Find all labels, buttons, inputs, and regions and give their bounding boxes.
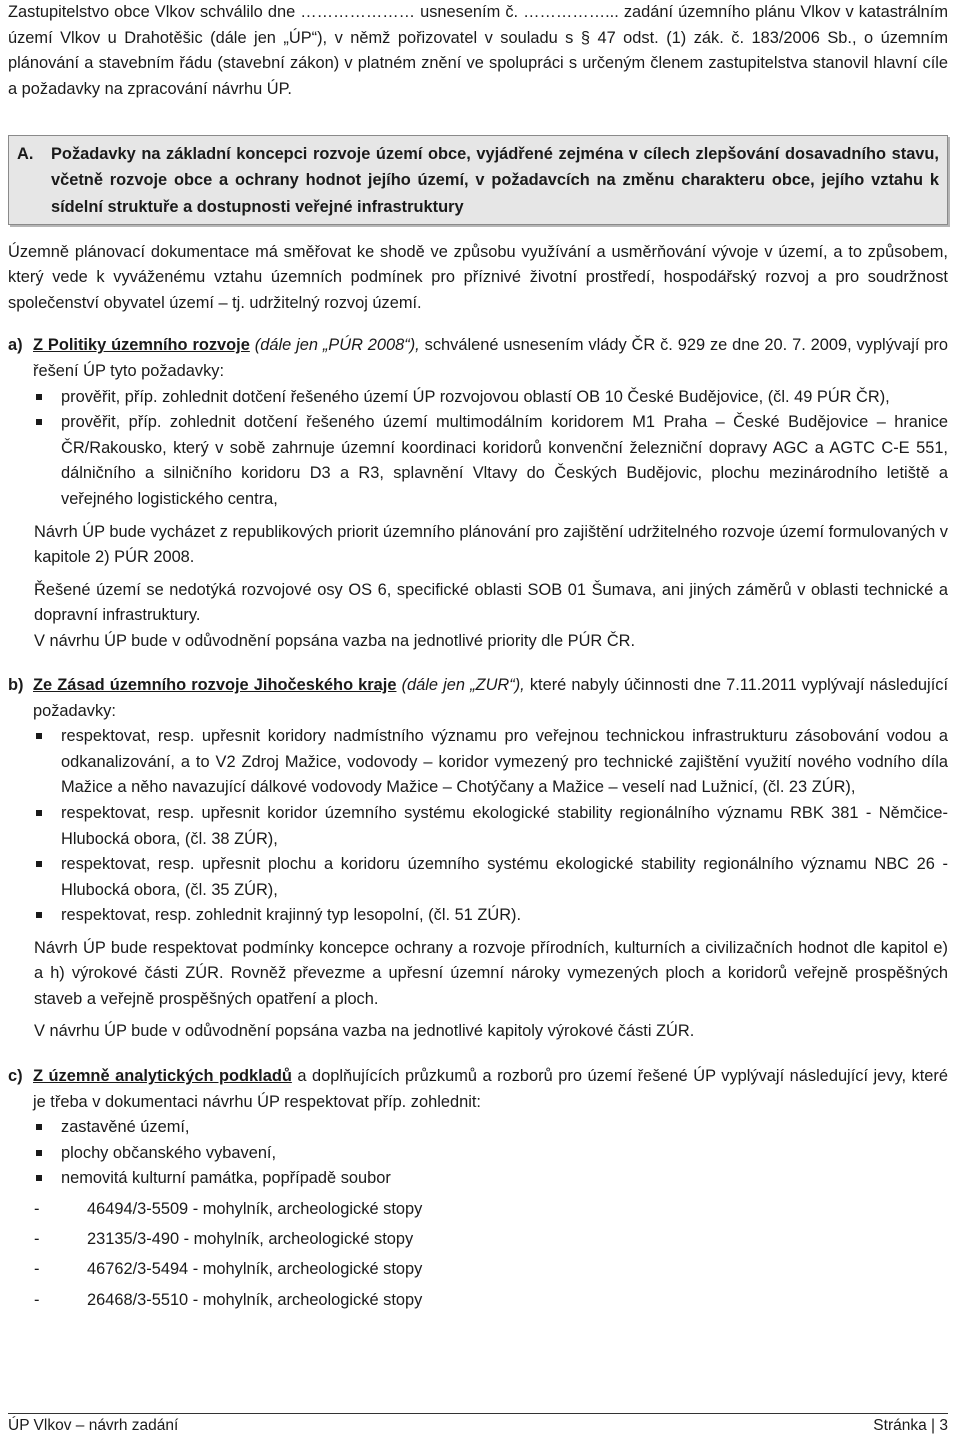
section-b-label: b) — [8, 676, 24, 695]
section-a — [8, 333, 948, 384]
heading-a-text: Požadavky na základní koncepci rozvoje území obce, vyjádřené zejména v cílech zlepšování dosavadního stavu, včetně rozvoje obce a ochrany hodnot jejího území, v požadavcích na změnu charakteru obce, jejího vztahu k sídelní struktuře a dostupnosti veřejné infrastruktury — [51, 145, 939, 216]
list-item: - 26468/3-5510 - mohylník, archeologické stopy — [8, 1285, 948, 1315]
square-bullet-icon — [36, 1124, 42, 1130]
list-item: respektovat, resp. upřesnit koridor územního systému ekologické stability regionálního významu RBK 381 - Němčice-Hlubocká obora, (čl. 38 ZÚR), — [8, 801, 948, 852]
section-c-rest: a doplňujících průzkumů a rozborů pro území řešené ÚP vyplývají následující jevy, které je třeba v dokumentaci návrhu ÚP respektovat příp. zohlednit: — [33, 1066, 948, 1111]
list-item: prověřit, příp. zohlednit dotčení řešeného území ÚP rozvojovou oblastí OB 10 České Budějovice, (čl. 49 PÚR ČR), — [8, 385, 948, 411]
section-b-intro — [33, 673, 948, 724]
footer-page-info — [873, 1417, 948, 1435]
square-bullet-icon — [36, 733, 42, 739]
list-item: plochy občanského vybavení, — [8, 1141, 948, 1167]
dash-marker: - — [34, 1199, 40, 1218]
square-bullet-icon — [36, 419, 42, 425]
heading-a-box — [8, 135, 948, 225]
section-b-title: Ze Zásad územního rozvoje Jihočeského kraje — [33, 676, 397, 695]
section-c-intro — [33, 1064, 948, 1115]
square-bullet-icon — [36, 861, 42, 867]
section-c-dash-list — [8, 1194, 948, 1315]
list-item: respektovat, resp. upřesnit koridory nadmístního významu pro veřejnou technickou infrastrukturu zásobování vodou a odkanalizování, a to V2 Zdroj Mažice, vodovody – koridor vymezený pro technické zajištění využití nového vodního díla Mažice a něho navazující dálkové vodovody Mažice – Chotýčany a Mažice – veselí nad Lužnicí, (čl. 23 ZÚR), — [8, 724, 948, 801]
dash-marker: - — [34, 1260, 40, 1279]
section-a-para2: Řešené území se nedotýká rozvojové osy OS 6, specifické oblasti SOB 01 Šumava, ani jiných záměrů v oblasti technické a dopravní infrastruktury. — [34, 580, 948, 625]
list-item: - 46762/3-5494 - mohylník, archeologické stopy — [8, 1254, 948, 1284]
square-bullet-icon — [36, 394, 42, 400]
list-item: respektovat, resp. zohlednit krajinný typ lesopolní, (čl. 51 ZÚR). — [8, 903, 948, 929]
section-a-italic: (dále jen „PÚR 2008“), — [254, 336, 420, 355]
section-c-label: c) — [8, 1066, 23, 1085]
section-b-rest: které nabyly účinnosti dne 7.11.2011 vyplývají následující požadavky: — [33, 676, 948, 720]
list-item: prověřit, příp. zohlednit dotčení řešeného území multimodálním koridorem M1 Praha – České Budějovice – hranice ČR/Rakousko, který v sobě zahrnuje územní koordinaci koridorů konvenční železniční dopravy AGC a AGTC C-E 551, dálničního a silničního koridoru D3 a R3, splavnění Vltavy do Českých Budějovic, plochu mezinárodního letiště a veřejného logistického centra, — [8, 410, 948, 512]
section-b-italic: (dále jen „ZUR“), — [401, 676, 525, 695]
footer-page-number: 3 — [939, 1417, 948, 1434]
intro-paragraph: Zastupitelstvo obce Vlkov schválilo dne ………………… usnesením č. ……………... zadání územního plánu Vlkov v katastrálním území Vlkov u Drahotěšic (dále jen „ÚP“), v němž pořizovatel v souladu s § 47 odst. (1) zák. č. 183/2006 Sb., o územním plánování a stavebním řádu (stavební zákon) v platném znění ve spolupráci s určeným členem zastupitelstva stanovil hlavní cíle a požadavky na zpracování návrhu ÚP. — [8, 3, 948, 98]
square-bullet-icon — [36, 912, 42, 918]
section-b-para1: Návrh ÚP bude respektovat podmínky koncepce ochrany a rozvoje přírodních, kulturních a civilizačních hodnot dle kapitol e) a h) výrokové části ZÚR. Rovněž převezme a upřesní územní nároky vymezených ploch a koridorů veřejně prospěšných staveb a veřejně prospěšných opatření a ploch. — [34, 938, 948, 1008]
section-a-rest: schválené usnesením vlády ČR č. 929 ze dne 20. 7. 2009, vyplývají pro řešení ÚP tyto požadavky: — [33, 336, 948, 380]
section-a-para3: V návrhu ÚP bude v odůvodnění popsána vazba na jednotlivé priority dle PÚR ČR. — [34, 631, 636, 650]
list-item: respektovat, resp. upřesnit plochu a koridoru územního systému ekologické stability regionálního významu NBC 26 - Hlubocká obora, (čl. 35 ZÚR), — [8, 852, 948, 903]
list-item: zastavěné území, — [8, 1115, 948, 1141]
list-item: - 46494/3-5509 - mohylník, archeologické stopy — [8, 1194, 948, 1224]
square-bullet-icon — [36, 1175, 42, 1181]
section-c — [8, 1064, 948, 1115]
footer-document-title: ÚP Vlkov – návrh zadání — [8, 1417, 179, 1434]
section-a-title: Z Politiky územního rozvoje — [33, 336, 250, 355]
section-a-para1: Návrh ÚP bude vycházet z republikových priorit územního plánování pro zajištění udržitelného rozvoje území formulovaných v kapitole 2) PÚR 2008. — [34, 522, 948, 567]
section-a-label: a) — [8, 336, 23, 355]
list-item: nemovitá kulturní památka, popřípadě soubor — [8, 1166, 948, 1192]
dash-marker: - — [34, 1290, 40, 1309]
paragraph-a: Územně plánovací dokumentace má směřovat ke shodě ve způsobu využívání a usměrňování vývoje v území, a to způsobem, který vede k vyváženému vztahu územních podmínek pro příznivé životní prostředí, hospodářský rozvoj a pro soudržnost společenství obyvatel území – tj. udržitelný rozvoj území. — [8, 242, 948, 312]
dash-marker: - — [34, 1230, 40, 1249]
section-a-intro — [33, 333, 948, 384]
footer-page-label: Stránka — [873, 1417, 927, 1434]
section-b-para2: V návrhu ÚP bude v odůvodnění popsána vazba na jednotlivé kapitoly výrokové části ZÚR. — [34, 1022, 695, 1041]
square-bullet-icon — [36, 810, 42, 816]
square-bullet-icon — [36, 1150, 42, 1156]
footer-separator: | — [931, 1417, 936, 1434]
heading-a-letter: A. — [17, 145, 34, 163]
section-b — [8, 673, 948, 724]
list-item: - 23135/3-490 - mohylník, archeologické stopy — [8, 1224, 948, 1254]
section-a-bullets — [8, 385, 948, 513]
section-b-bullets — [8, 724, 948, 929]
document-page — [8, 0, 948, 1315]
section-c-title: Z územně analytických podkladů — [33, 1066, 292, 1085]
section-c-bullets — [8, 1115, 948, 1192]
page-footer — [8, 1413, 948, 1435]
